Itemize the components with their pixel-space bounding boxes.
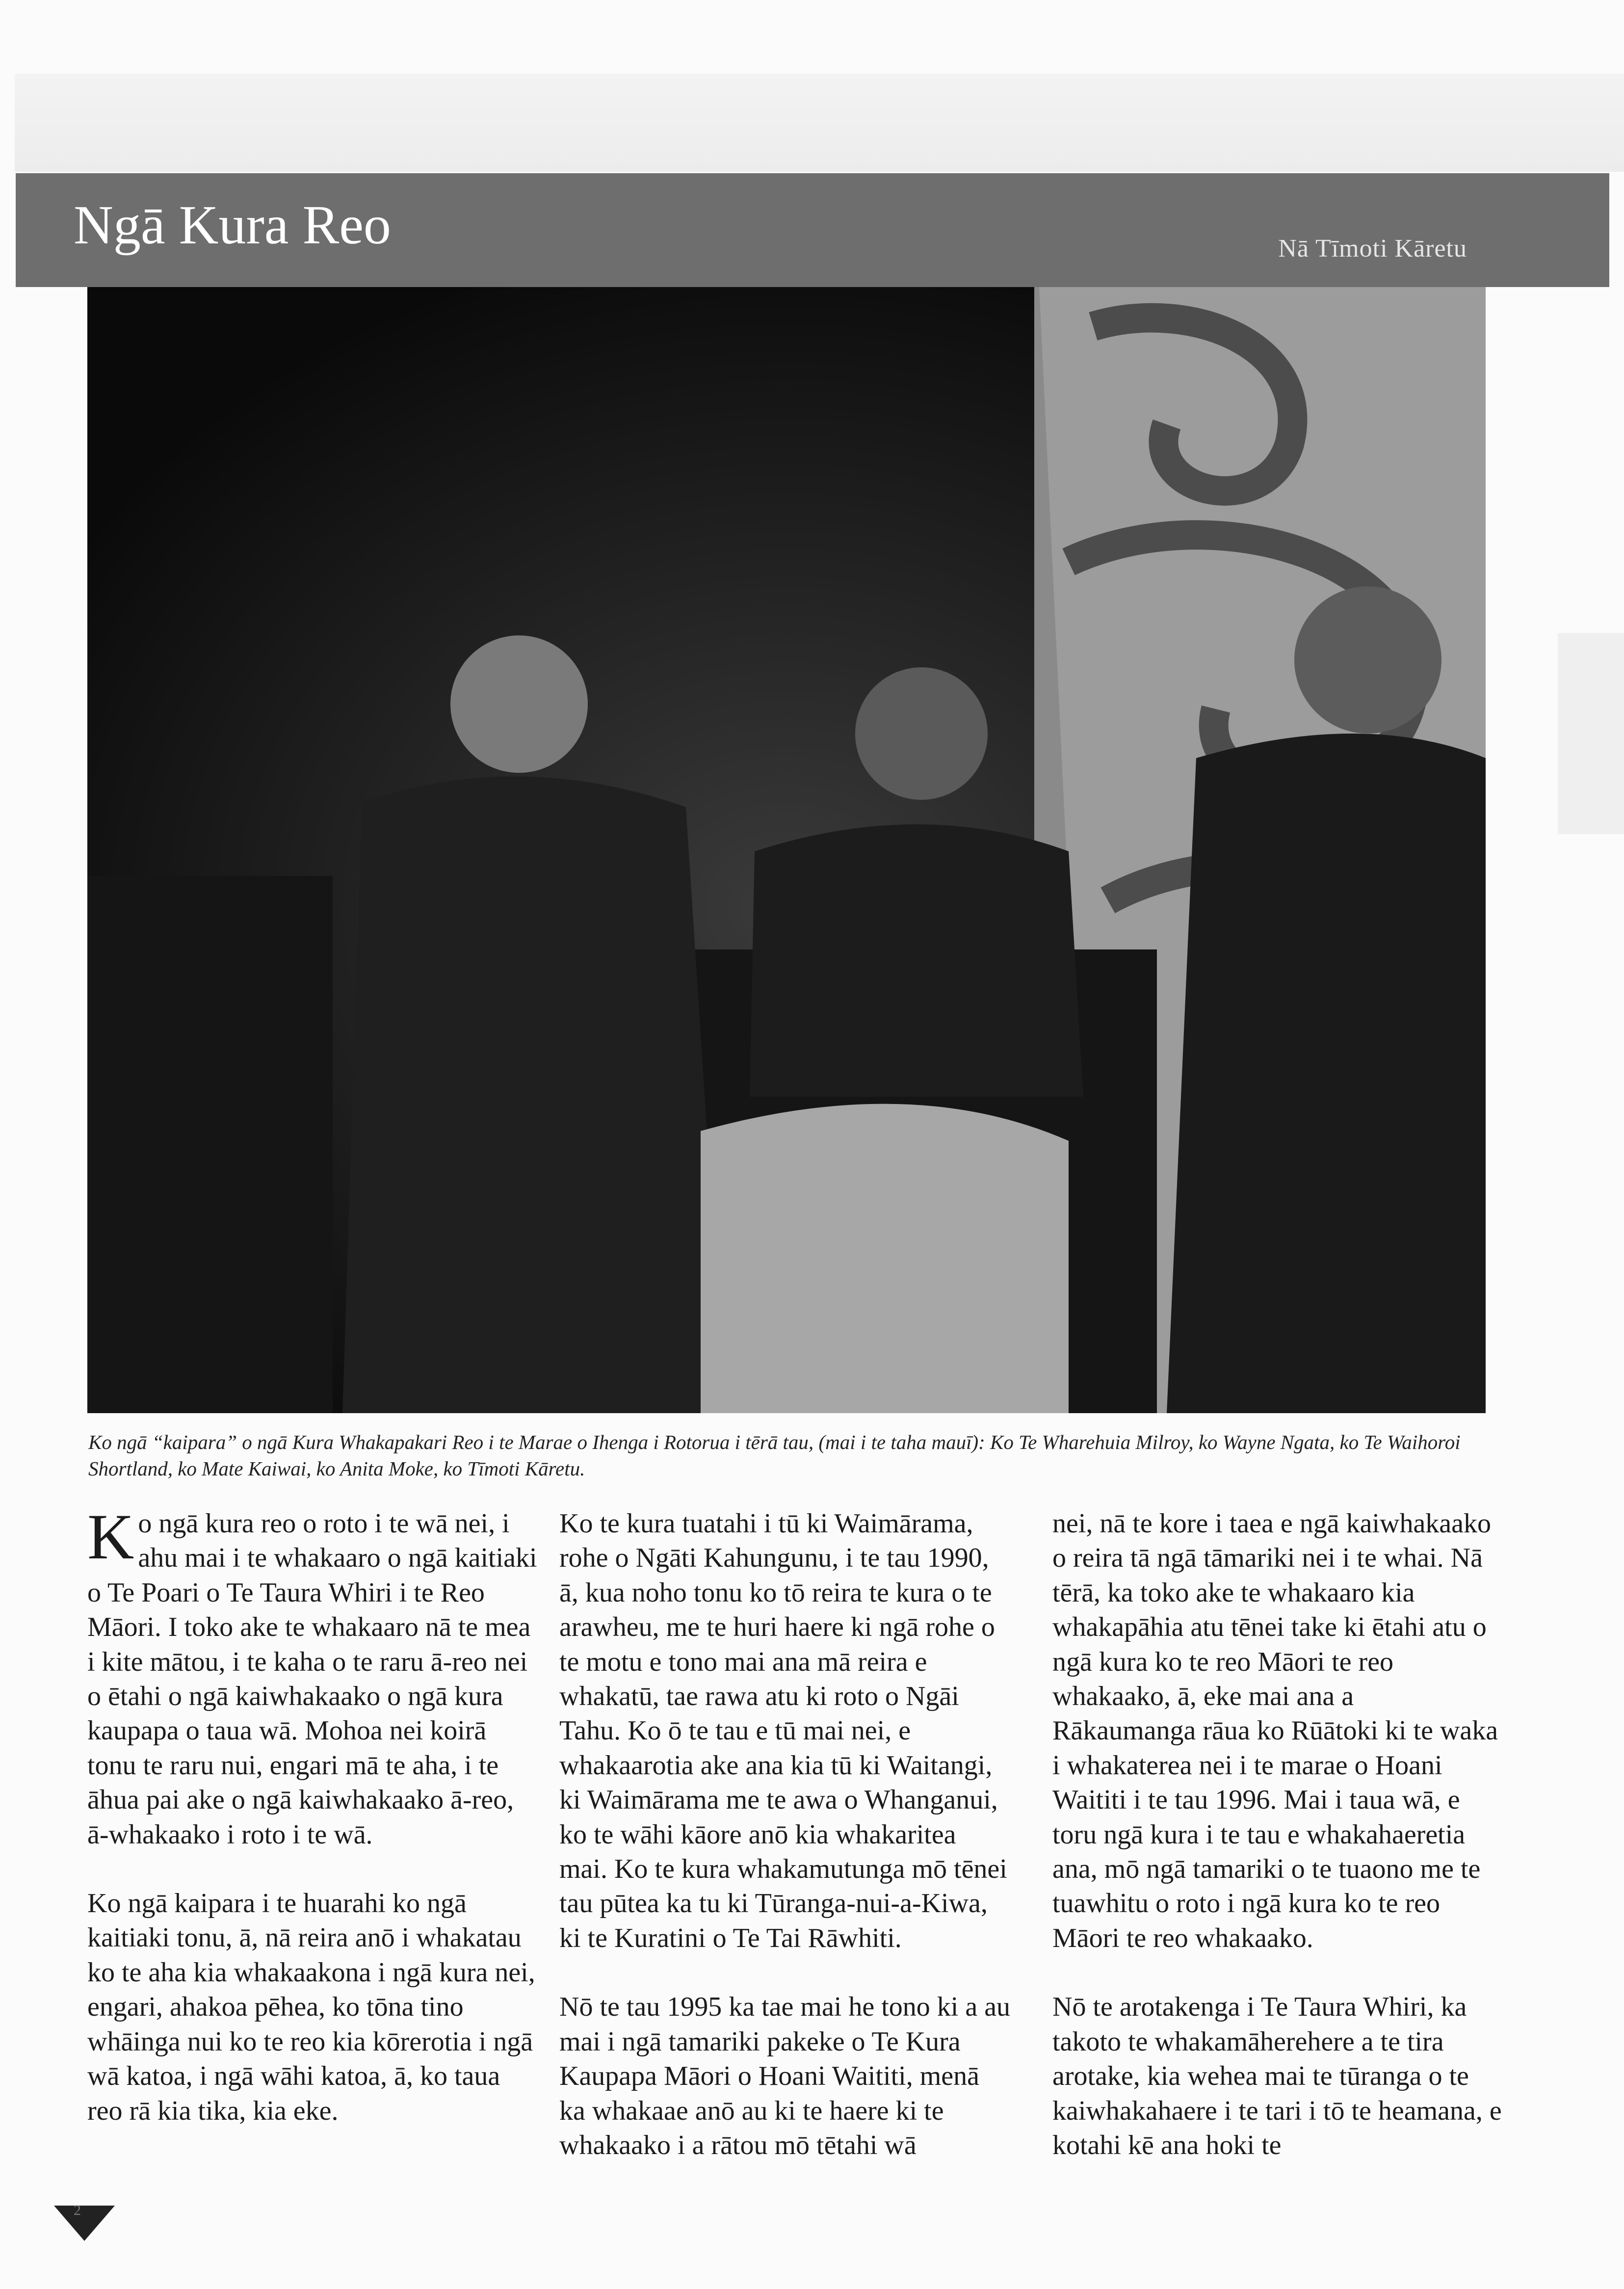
- background-band: [15, 74, 1624, 172]
- text-column-2: [559, 1506, 1011, 2197]
- background-side-block: [1558, 633, 1624, 834]
- page-marker-triangle-icon: [54, 2206, 115, 2241]
- group-photo: [87, 287, 1486, 1413]
- paragraph-text: o ngā kura reo o roto i te wā nei, i ahu mai i te whakaaro o ngā kaitiaki o Te Poari o Te Taura Whiri i te Reo Māori. I toko ake te whakaaro nā te mea i kite mātou, i te kaha o te raru ā-reo nei o ētahi o ngā kaiwhakaako o ngā kura kaupapa o taua wā. Mohoa nei koirā tonu te raru nui, engari mā te aha, i te āhua pai ake o ngā kaiwhakaako ā-reo, ā-whakaako i roto i te wā.: [87, 1508, 537, 1850]
- text-column-3: [1052, 1506, 1504, 2197]
- photo-caption: Ko ngā “kaipara” o ngā Kura Whakapakari Reo i te Marae o Ihenga i Rotorua i tērā tau, (mai i te taha mauī): Ko Te Wharehuia Milroy, ko Wayne Ngata, ko Te Waihoroi Shortland, ko Mate Kaiwai, ko Anita Moke, ko Tīmoti Kāretu.: [88, 1431, 1461, 1480]
- paragraph: Nō te arotakenga i Te Taura Whiri, ka takoto te whakamāherehere a te tira arotake, kia wehea mai te tūranga o te kaiwhakahaere i te tari i tō te heamana, e kotahi kē ana hoki te: [1052, 1992, 1502, 2160]
- drop-cap: K: [87, 1500, 134, 1573]
- paragraph: Ko te kura tuatahi i tū ki Waimārama, rohe o Ngāti Kahungunu, i te tau 1990, ā, kua noho tonu ko tō reira te kura o te arawheu, me te huri haere ki ngā rohe o te motu e tono mai ana mā reira e whakatū, tae rawa atu ki roto o Ngāi Tahu. Ko ō te tau e tū mai nei, e whakaarotia ake ana kia tū ki Waitangi, ki Waimārama me te awa o Whanganui, ko te wāhi kāore anō kia whakaritea mai. Ko te kura whakamutunga mō tēnei tau pūtea ka tu ki Tūranga-nui-a-Kiwa, ki te Kuratini o Te Tai Rāwhiti.: [559, 1508, 1007, 1953]
- paragraph: [87, 1500, 539, 1852]
- article-author: Nā Tīmoti Kāretu: [1278, 235, 1467, 263]
- article-title: Ngā Kura Reo: [74, 195, 391, 256]
- paragraph: Nō te tau 1995 ka tae mai he tono ki a au mai i ngā tamariki pakeke o Te Kura Kaupapa Māori o Hoani Waititi, menā ka whakaae anō au ki te haere ki te whakaako i a rātou mō tētahi wā: [559, 1992, 1011, 2160]
- paragraph: Ko ngā kaipara i te huarahi ko ngā kaitiaki tonu, ā, nā reira anō i whakatau ko te aha kia whakaakona i ngā kura nei, engari, ahakoa pēhea, ko tōna tino whāinga nui ko te reo kia kōrerotia i ngā wā katoa, i ngā wāhi katoa, ā, ko taua reo rā kia tika, kia eke.: [87, 1888, 535, 2126]
- page-number: 2: [74, 2202, 81, 2218]
- paragraph: nei, nā te kore i taea e ngā kaiwhakaako o reira tā ngā tāmariki nei i te whai. Nā tērā, ka toko ake te whakaaro kia whakapāhia atu tēnei take ki ētahi atu o ngā kura ko te reo Māori te reo whakaako, ā, eke mai ana a Rākaumanga rāua ko Rūātoki ki te waka i whakaterea nei i te marae o Hoani Waititi i te tau 1996. Mai i taua wā, e toru ngā kura i te tau e whakahaeretia ana, mō ngā tamariki o te tuaono me te tuawhitu o roto i ngā kura ko te reo Māori te reo whakaako.: [1052, 1508, 1498, 1953]
- text-column-1: [87, 1500, 539, 2162]
